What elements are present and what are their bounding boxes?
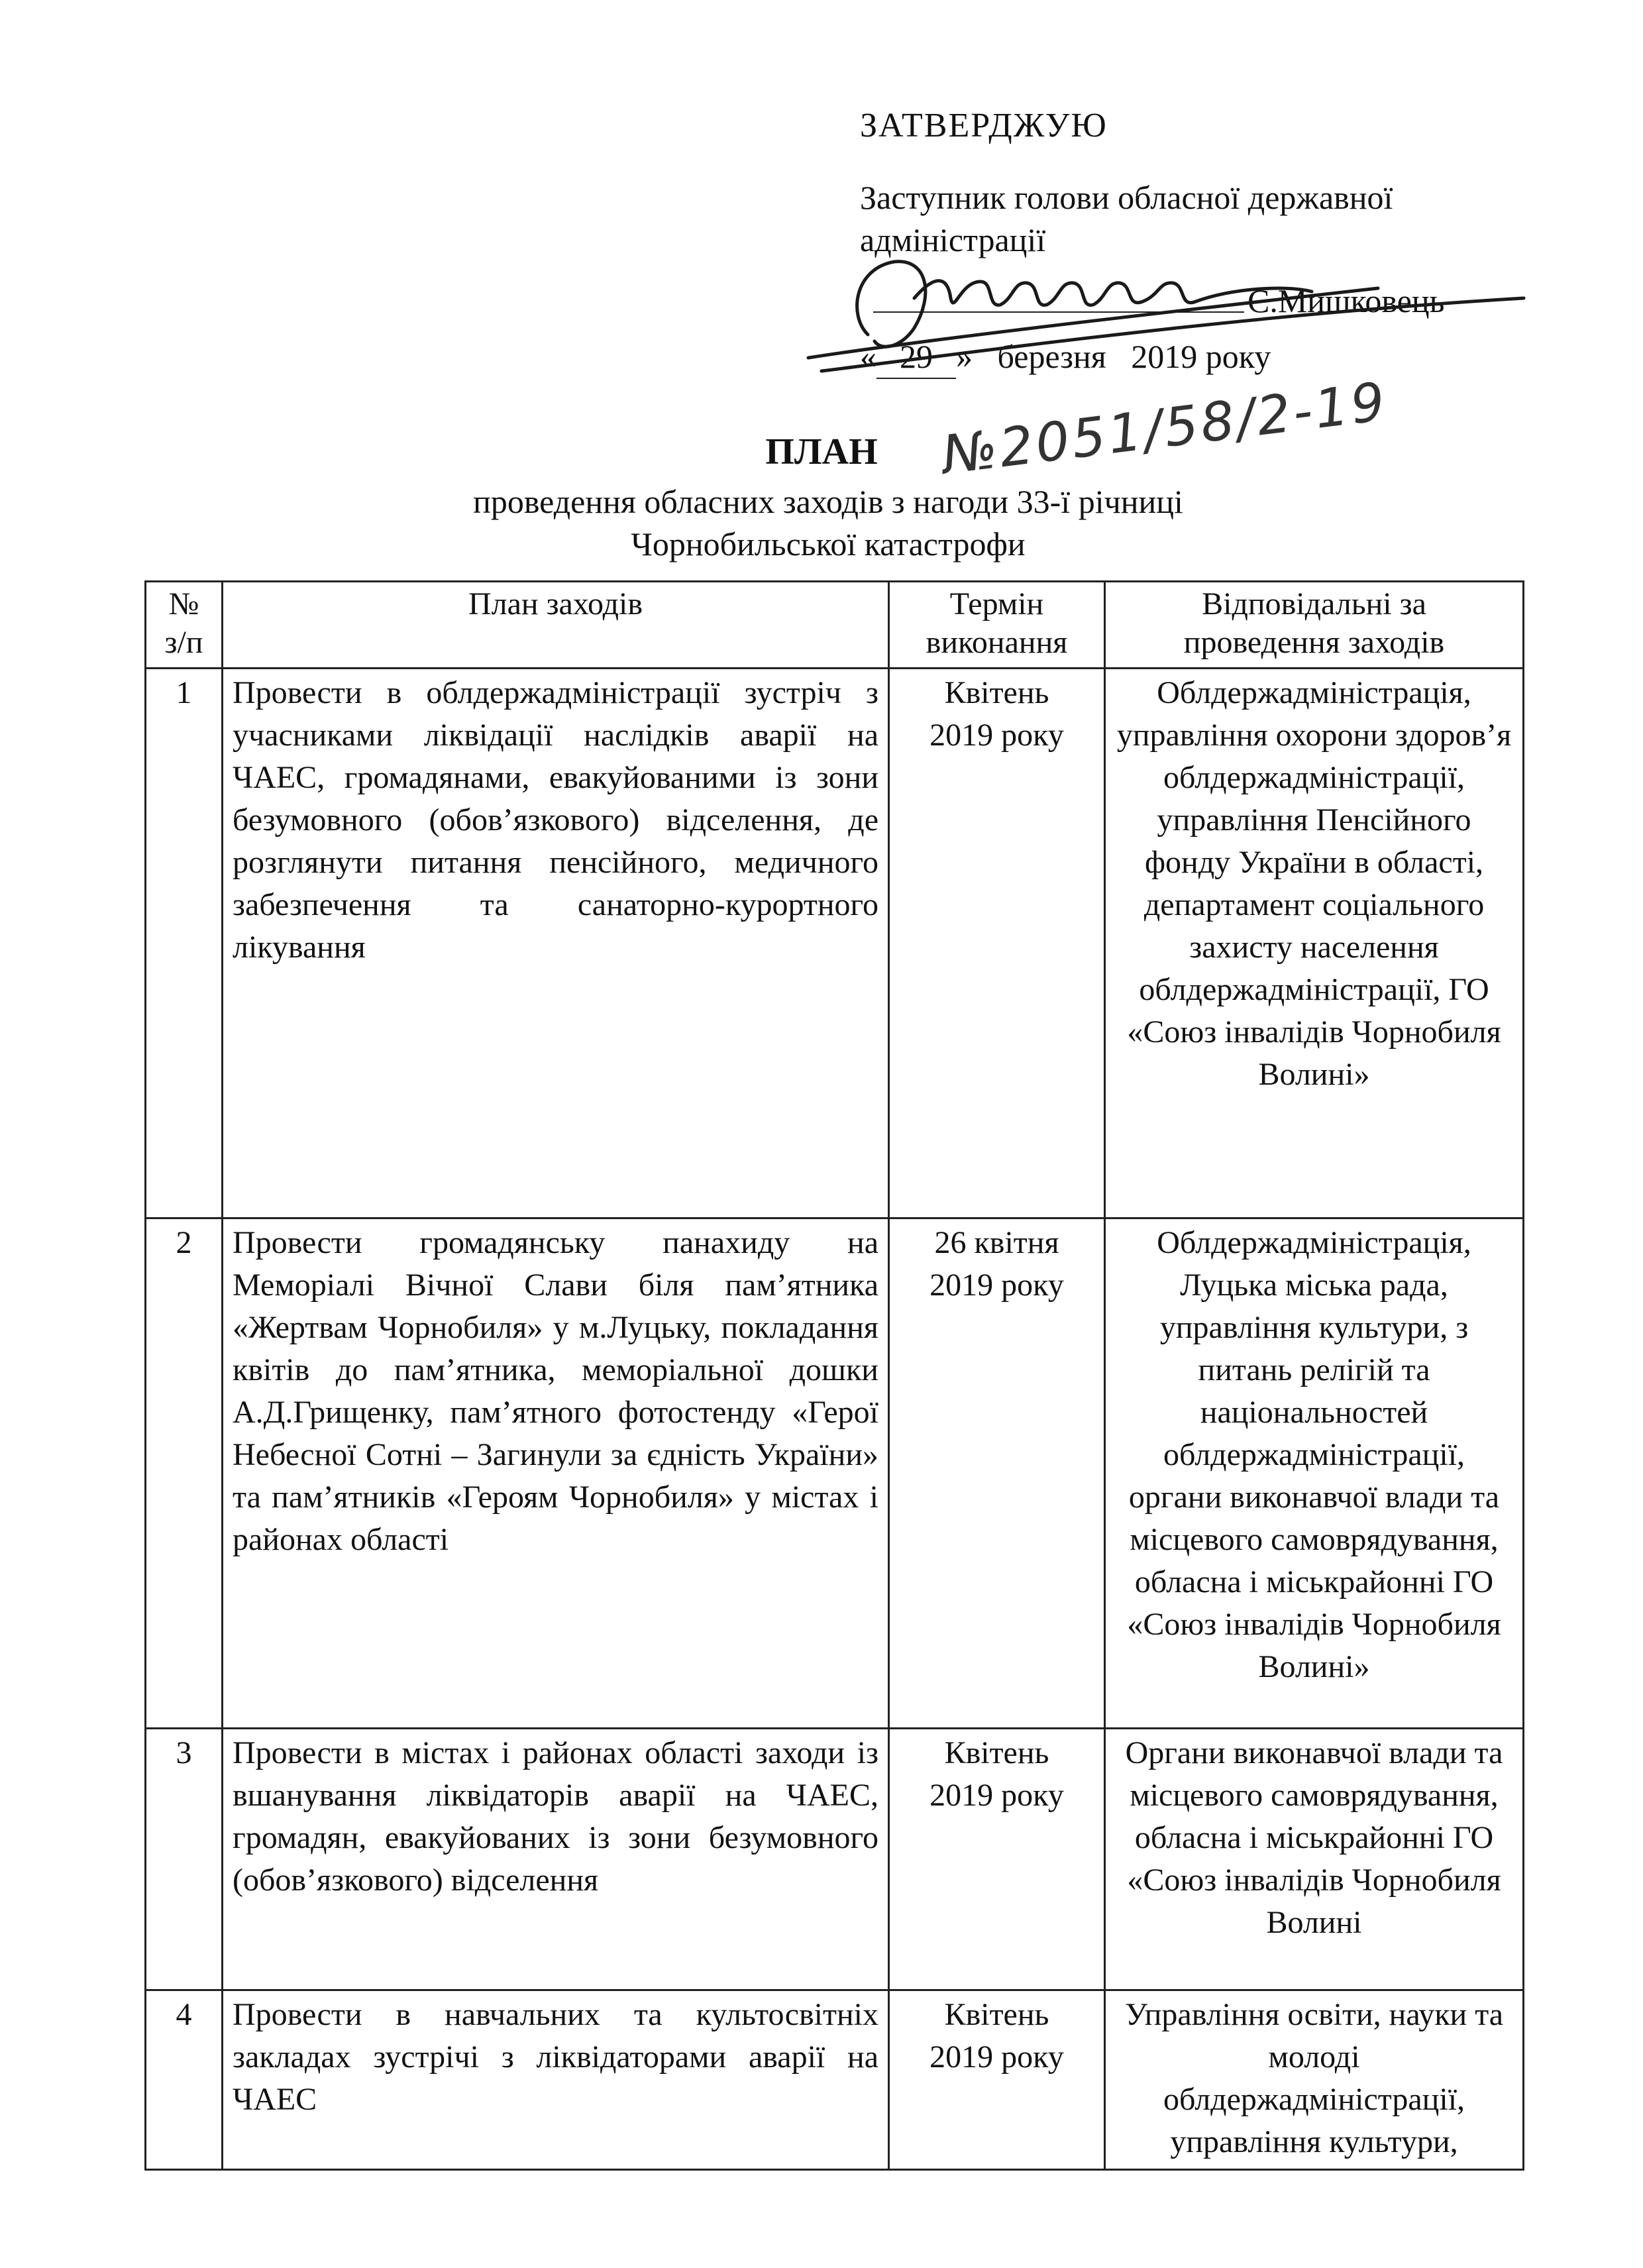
subtitle-line1: проведення обласних заходів з нагоди 33-ї річниці — [473, 483, 1183, 520]
header-num-line2: з/п — [164, 625, 203, 660]
row-plan: Провести в облдержадміністрації зустріч з учасниками ліквідації наслідків аварії на ЧАЕС, громадянами, евакуйованими із зони безумовного (обов’язкового) відселення, де розглянути питання пенсійного, медичного забезпечення та санаторно-курортного лікування — [223, 669, 889, 1218]
row-num: 2 — [146, 1218, 223, 1729]
row-term — [889, 1218, 1105, 1729]
row-term-line1: Квітень — [944, 1735, 1049, 1770]
row-term-line2: 2019 року — [929, 1268, 1064, 1303]
row-num: 3 — [146, 1729, 223, 1990]
row-term-line2: 2019 року — [929, 2039, 1064, 2075]
registration-number: №2051/58/2-19 — [938, 370, 1391, 486]
subtitle-line2: Чорнобильської катастрофи — [631, 525, 1026, 563]
plan-table — [144, 580, 1524, 2171]
header-plan: План заходів — [223, 582, 889, 669]
row-plan: Провести в навчальних та культосвітніх закладах зустрічі з ліквідаторами аварії на ЧАЕС — [223, 1990, 889, 2170]
table-row — [146, 1729, 1524, 1990]
header-resp-line1: Відповідальні за — [1202, 586, 1426, 621]
approval-heading: ЗАТВЕРДЖУЮ — [860, 107, 1108, 144]
table-header-row — [146, 582, 1524, 669]
date-close-quote: » — [956, 338, 973, 375]
date-day: 29 — [876, 335, 956, 379]
table-row — [146, 1990, 1524, 2170]
row-responsible: Управління освіти, науки та молоді облдержадміністрації, управління культури, — [1105, 1990, 1524, 2170]
header-resp-line2: проведення заходів — [1183, 625, 1445, 660]
row-num: 1 — [146, 669, 223, 1218]
approver-position-line2: адміністрації — [860, 221, 1046, 258]
header-term-line2: виконання — [926, 625, 1068, 660]
row-num: 4 — [146, 1990, 223, 2170]
row-plan: Провести громадянську панахиду на Меморіалі Вічної Слави біля пам’ятника «Жертвам Чорнобиля» у м.Луцьку, покладання квітів до пам’ятника, меморіальної дошки А.Д.Грищенку, пам’ятного фотостенду «Герої Небесної Сотні – Загинули за єдність України» та пам’ятників «Героям Чорнобиля» у містах і районах області — [223, 1218, 889, 1729]
date-month-year: березня 2019 року — [997, 338, 1271, 375]
row-term-line1: Квітень — [944, 1997, 1049, 2032]
table-row — [146, 669, 1524, 1218]
row-term-line1: 26 квітня — [934, 1225, 1059, 1260]
header-num-line1: № — [168, 586, 199, 621]
row-term-line1: Квітень — [944, 675, 1049, 710]
handwritten-signature — [782, 235, 1530, 388]
row-plan: Провести в містах і районах області заходи із вшанування ліквідаторів аварії на ЧАЕС, громадян, евакуйованих із зони безумовного (обов’язкового) відселення — [223, 1729, 889, 1990]
header-num — [146, 582, 223, 669]
header-responsible — [1105, 582, 1524, 669]
row-term-line2: 2019 року — [929, 1778, 1064, 1813]
row-responsible: Облдержадміністрація, управління охорони здоров’я облдержадміністрації, управління Пенсійного фонду України в області, департамент соціального захисту населення облдержадміністрації, ГО «Союз інвалідів Чорнобиля Волині» — [1105, 669, 1524, 1218]
row-term — [889, 1990, 1105, 2170]
date-open-quote: « — [860, 338, 876, 375]
row-responsible: Облдержадміністрація, Луцька міська рада, управління культури, з питань релігій та національностей облдержадміністрації, органи виконавчої влади та місцевого самоврядування, обласна і міськрайонні ГО «Союз інвалідів Чорнобиля Волині» — [1105, 1218, 1524, 1729]
document-subtitle — [331, 480, 1325, 565]
row-term — [889, 1729, 1105, 1990]
header-term-line1: Термін — [949, 586, 1044, 621]
signer-name: С.Мишковець — [1247, 282, 1445, 319]
row-term-line2: 2019 року — [929, 718, 1064, 753]
table-row — [146, 1218, 1524, 1729]
document-title: ПЛАН — [765, 431, 878, 472]
row-term — [889, 669, 1105, 1218]
row-responsible: Органи виконавчої влади та місцевого самоврядування, обласна і міськрайонні ГО «Союз інвалідів Чорнобиля Волині — [1105, 1729, 1524, 1990]
approver-position-line1: Заступник голови обласної державної — [860, 179, 1393, 216]
header-term — [889, 582, 1105, 669]
